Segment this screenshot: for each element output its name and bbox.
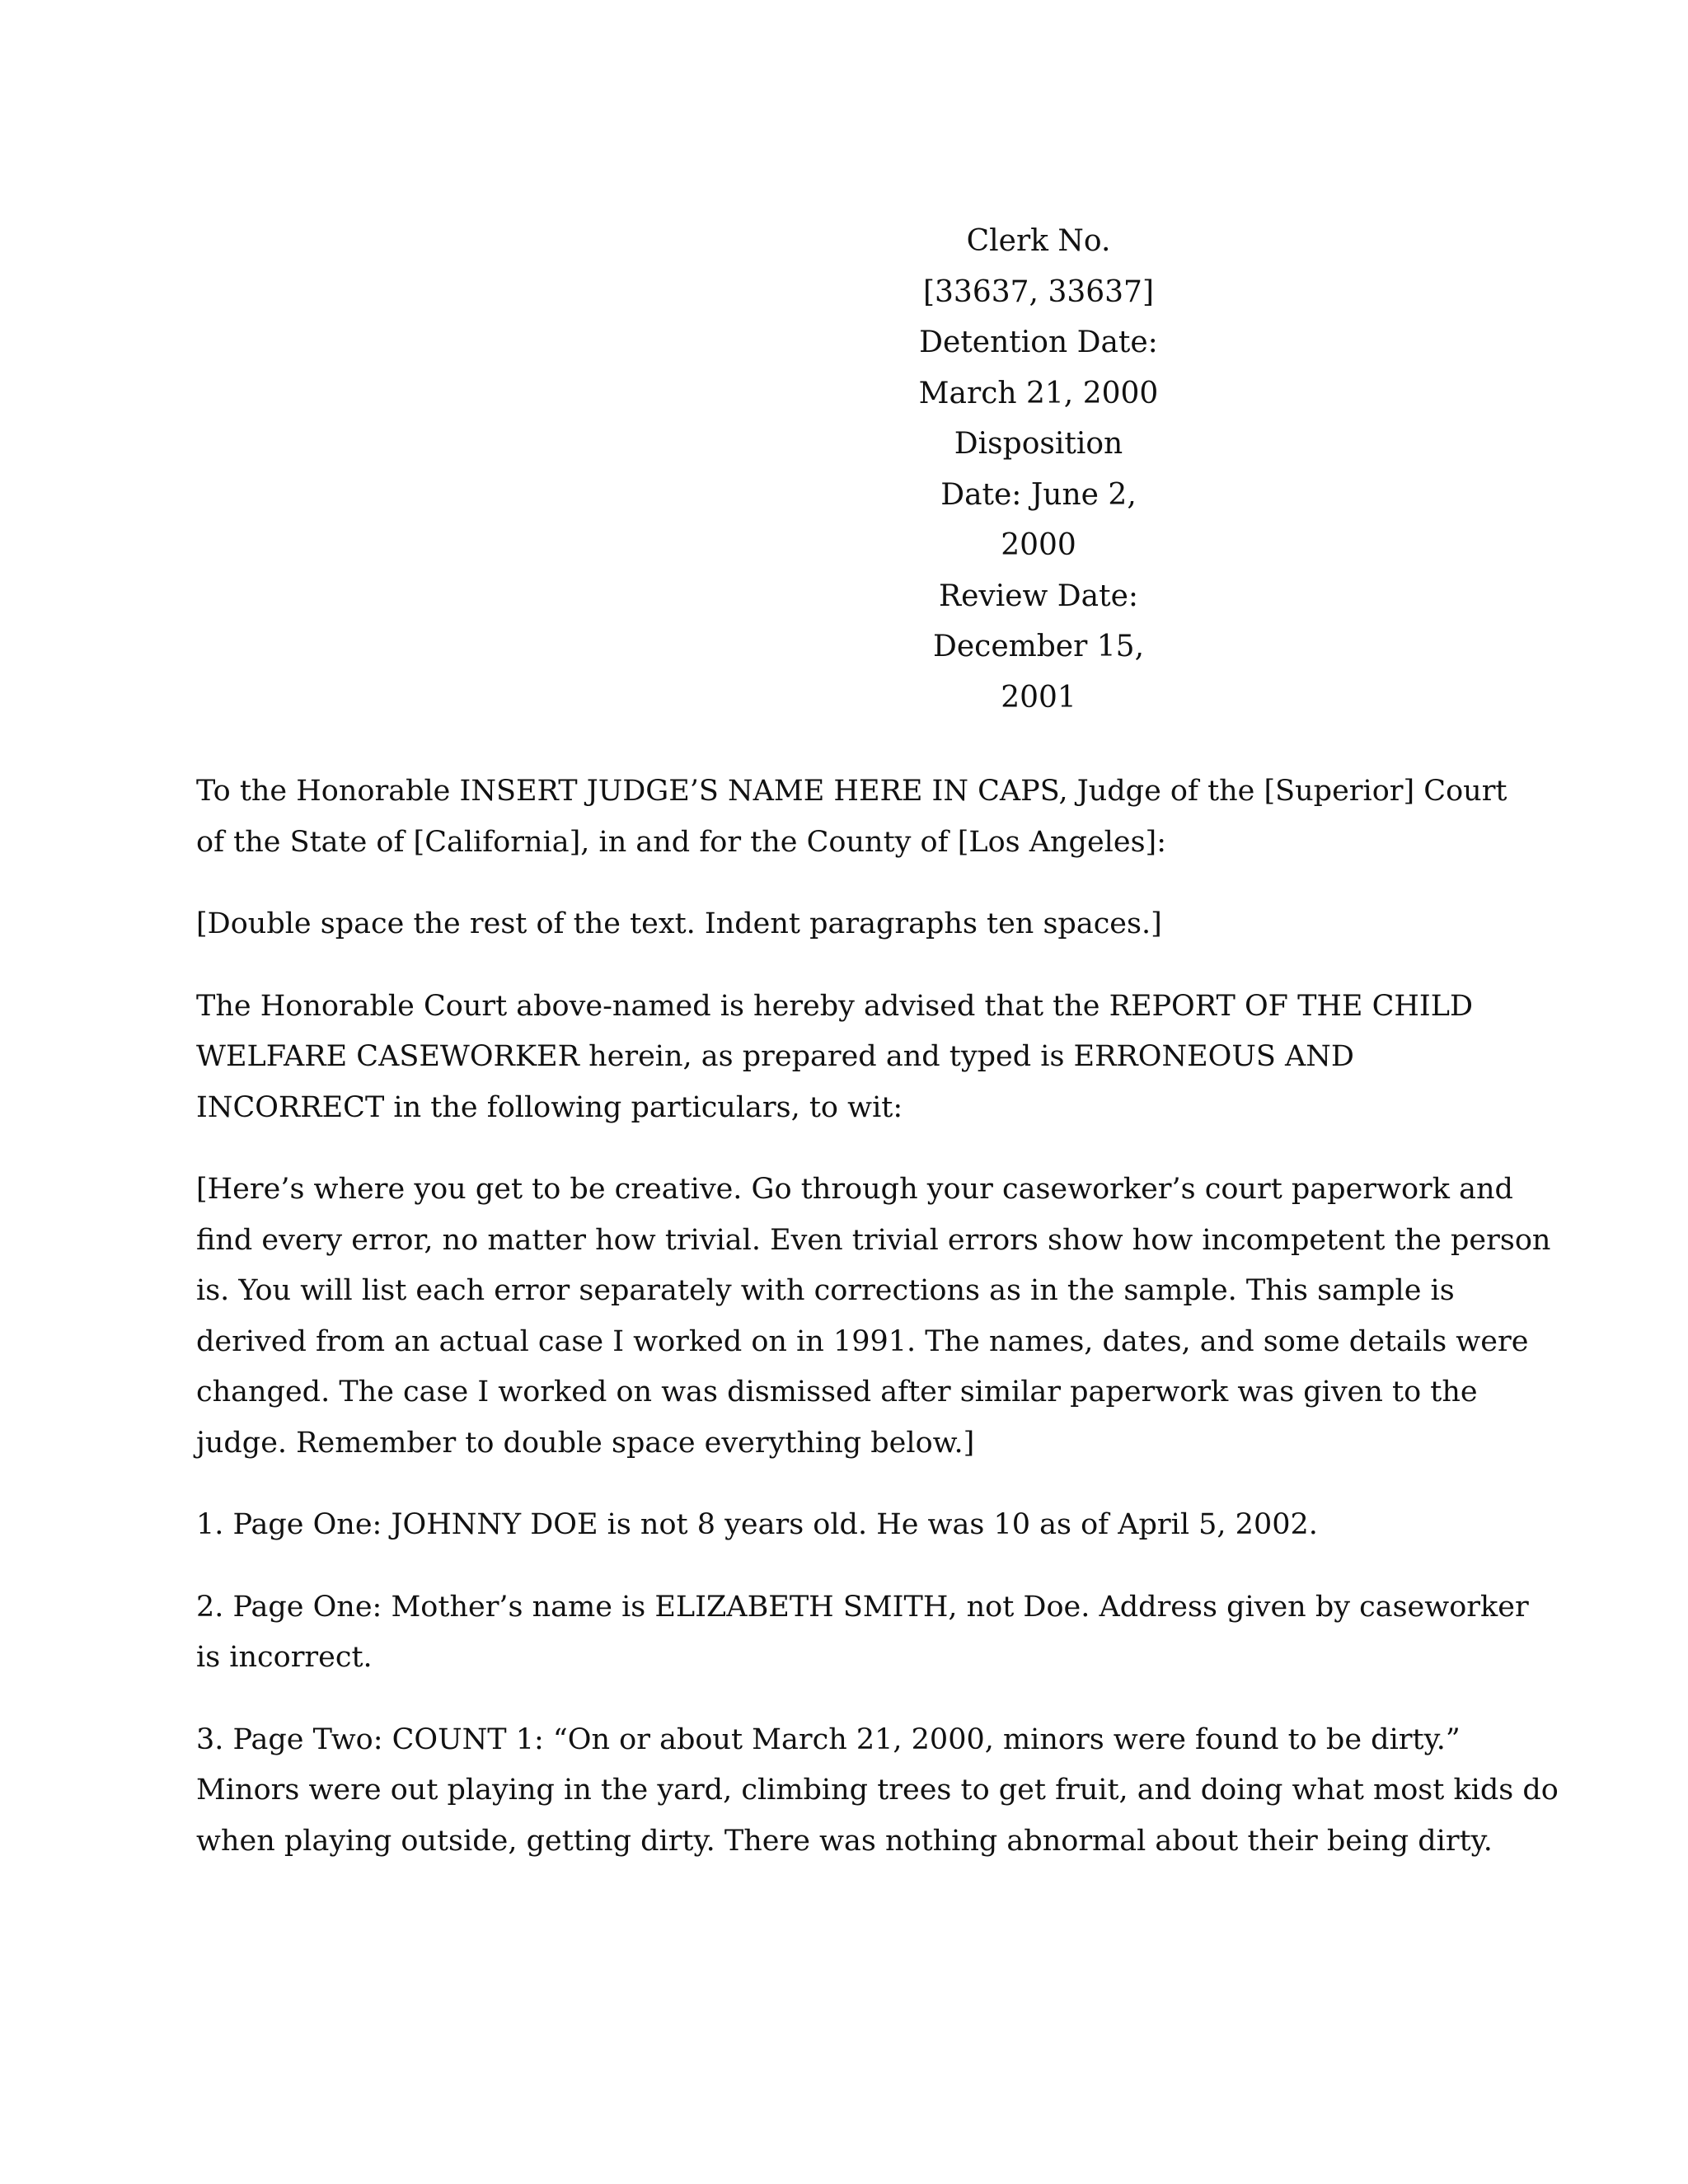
- text-line: is. You will list each error separately with corrections as in the sample. This sample is: [196, 1274, 1455, 1307]
- text-line: of the State of [California], in and for the County of [Los Angeles]:: [196, 825, 1166, 859]
- text-line: [Here’s where you get to be creative. Go through your caseworker’s court paperwork and: [196, 1173, 1513, 1206]
- review-year: 2001: [1001, 680, 1076, 715]
- text-line: changed. The case I worked on was dismissed after similar paperwork was given to the: [196, 1376, 1478, 1408]
- text-line: 1. Page One: JOHNNY DOE is not 8 years old. He was 10 as of April 5, 2002.: [196, 1508, 1318, 1541]
- case-header: [865, 216, 1212, 723]
- text-line: The Honorable Court above-named is hereby advised that the REPORT OF THE CHILD: [196, 989, 1474, 1023]
- review-date-value: December 15,: [932, 630, 1145, 663]
- creative-note-paragraph: [196, 1165, 1551, 1469]
- detention-date-label: Detention Date:: [919, 326, 1158, 359]
- text-line: when playing outside, getting dirty. There was nothing abnormal about their being dirty.: [196, 1824, 1493, 1858]
- list-item-2: [196, 1582, 1529, 1684]
- document-body: [196, 766, 1559, 1898]
- review-date-label: Review Date:: [938, 579, 1139, 613]
- clerk-no-label: Clerk No.: [966, 224, 1111, 258]
- disposition-date-line: Date: June 2,: [940, 477, 1137, 512]
- text-line: 2. Page One: Mother’s name is ELIZABETH SMITH, not Doe. Address given by caseworker: [196, 1590, 1529, 1624]
- text-line: derived from an actual case I worked on in 1991. The names, dates, and some details were: [196, 1324, 1529, 1358]
- clerk-no-value: [33637, 33637]: [922, 274, 1155, 309]
- text-line: find every error, no matter how trivial. Even trivial errors show how incompetent the person: [196, 1223, 1551, 1257]
- text-line: WELFARE CASEWORKER herein, as prepared and typed is ERRONEOUS AND: [196, 1040, 1354, 1073]
- text-line: Minors were out playing in the yard, climbing trees to get fruit, and doing what most kids do: [196, 1774, 1559, 1807]
- text-line: is incorrect.: [196, 1641, 373, 1674]
- list-item-3: [196, 1715, 1559, 1868]
- detention-date-value: March 21, 2000: [918, 376, 1159, 410]
- disposition-year: 2000: [1001, 528, 1076, 562]
- text-line: To the Honorable INSERT JUDGE’S NAME HERE IN CAPS, Judge of the [Superior] Court: [196, 775, 1507, 808]
- text-line: INCORRECT in the following particulars, to wit:: [196, 1090, 903, 1124]
- text-line: [Double space the rest of the text. Indent paragraphs ten spaces.]: [196, 907, 1162, 940]
- advisement-paragraph: [196, 982, 1498, 1134]
- text-line: judge. Remember to double space everything below.]: [196, 1426, 975, 1460]
- list-item-1: [196, 1500, 1498, 1551]
- disposition-label: Disposition: [954, 427, 1123, 461]
- address-paragraph: [196, 766, 1507, 868]
- text-line: 3. Page Two: COUNT 1: “On or about March 21, 2000, minors were found to be dirty.”: [196, 1722, 1461, 1756]
- instruction-paragraph: [196, 899, 1498, 950]
